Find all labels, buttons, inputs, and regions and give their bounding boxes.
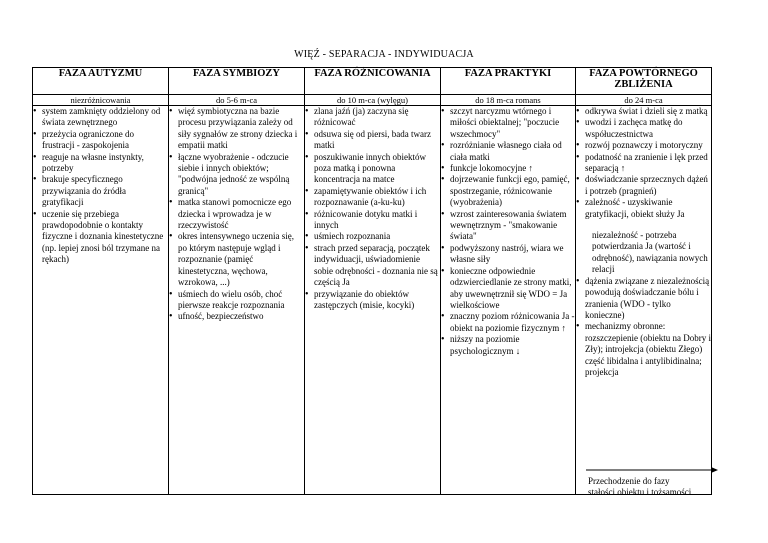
list-item: • uśmiech rozpoznania: [305, 231, 440, 242]
content-symbiosis: [169, 106, 305, 495]
header-row: [33, 68, 712, 95]
content-rapprochement: [576, 106, 712, 495]
list-item: • różnicowanie dotyku matki i innych: [305, 209, 440, 232]
list-item: • podatność na zranienie i lęk przed separacją ↑: [576, 152, 711, 175]
header-symbiosis: FAZA SYMBIOZY: [169, 68, 305, 95]
content-row: [33, 106, 712, 495]
list-item: • wzrost zainteresowania światem wewnętrznym - "smakowanie świata": [441, 209, 575, 243]
list-item: • okres intensywnego uczenia się, po którym następuje wgląd i rozpoznanie (pamięć kinestetyczna, węchowa, wzrokowa, ...): [169, 231, 304, 288]
caption-line-1: Przechodzenie do fazy: [588, 476, 670, 486]
transition-caption: [588, 476, 691, 498]
period-rapprochement: do 24 m-ca: [576, 95, 712, 106]
list-item: • odkrywa świat i dzieli się z matką: [576, 106, 711, 117]
header-practice: FAZA PRAKTYKI: [441, 68, 576, 95]
list-item: • dążenia związane z niezależnością powodują doświadczanie bólu i zranienia (WDO - tylko konieczne): [576, 276, 711, 322]
header-differentiation: FAZA RÓŻNICOWANIA: [305, 68, 441, 95]
period-differentiation: do 10 m-ca (wylęgu): [305, 95, 441, 106]
list-item: • ufność, bezpieczeństwo: [169, 311, 304, 322]
list-item: • strach przed separacją, początek indywiduacji, uświadomienie sobie odrębności - doznania nie są częścią Ja: [305, 243, 440, 289]
list-item: • doświadczanie sprzecznych dążeń i potrzeb (pragnień): [576, 174, 711, 197]
page-title: WIĘŹ - SEPARACJA - INDYWIDUACJA: [294, 49, 474, 60]
content-autism: [33, 106, 169, 495]
list-item: • zależność - uzyskiwanie gratyfikacji, obiekt służy Ja: [576, 197, 711, 220]
list-item: • uczenie się przebiega prawdopodobnie o kontakty fizyczne i doznania kinestetyczne (np. lepiej znosi ból trzymane na rękach): [33, 209, 168, 266]
list-item-continued: niezależność - potrzeba potwierdzania Ja (wartość i odrębność), nawiązania nowych relacji: [592, 230, 708, 275]
list-item: • zapamiętywanie obiektów i ich rozpoznawanie (a-ku-ku): [305, 186, 440, 209]
list-item: • system zamknięty oddzielony od świata zewnętrznego: [33, 106, 168, 129]
list-item: • łączne wyobrażenie - odczucie siebie i innych obiektów; "podwójna jedność ze wspólną granicą": [169, 152, 304, 198]
list-item: • więź symbiotyczna na bazie procesu przywiązania zależy od siły sygnałów ze strony dziecka i empatii matki: [169, 106, 304, 152]
list-item: • funkcje lokomocyjne ↑: [441, 163, 575, 174]
period-autism: niezróżnicowania: [33, 95, 169, 106]
period-practice: do 18 m-ca romans: [441, 95, 576, 106]
list-item: • odsuwa się od piersi, bada twarz matki: [305, 129, 440, 152]
content-practice: [441, 106, 576, 495]
list-item: • uwodzi i zachęca matkę do współuczestnictwa: [576, 117, 711, 140]
list-item: • poszukiwanie innych obiektów poza matką i ponowna koncentracja na matce: [305, 152, 440, 186]
list-item: • przeżycia ograniczone do frustracji - zaspokojenia: [33, 129, 168, 152]
list-item: • konieczne odpowiednie odzwierciedlanie ze strony matki, aby uwewnętrznił się WDO = Ja wielkościowe: [441, 266, 575, 312]
header-autism: FAZA AUTYZMU: [33, 68, 169, 95]
list-item: • dojrzewanie funkcji ego, pamięć, spostrzeganie, różnicowanie (wyobrażenia): [441, 174, 575, 208]
list-item: • niższy na poziomie psychologicznym ↓: [441, 334, 575, 357]
header-rapprochement: FAZA POWTÓRNEGO ZBLIŻENIA: [576, 68, 712, 95]
right-arrow-icon: [586, 466, 718, 474]
content-differentiation: [305, 106, 441, 495]
period-symbiosis: do 5-6 m-ca: [169, 95, 305, 106]
list-item: • przywiązanie do obiektów zastępczych (misie, kocyki): [305, 289, 440, 312]
list-item: • podwyższony nastrój, wiara we własne siły: [441, 243, 575, 266]
list-item: • znaczny poziom różnicowania Ja - obiekt na poziomie fizycznym ↑: [441, 311, 575, 334]
list-item: • matka stanowi pomocnicze ego dziecka i wprowadza je w rzeczywistość: [169, 197, 304, 231]
list-item: • zlana jaźń (ja) zaczyna się różnicować: [305, 106, 440, 129]
list-item: • reaguje na własne instynkty, potrzeby: [33, 152, 168, 175]
list-item: • rozróżnianie własnego ciała od ciała matki: [441, 140, 575, 163]
list-item: • szczyt narcyzmu wtórnego i miłości obiektalnej; "poczucie wszechmocy": [441, 106, 575, 140]
list-item: • uśmiech do wielu osób, choć pierwsze reakcje rozpoznania: [169, 289, 304, 312]
list-item: • brakuje specyficznego przywiązania do źródła gratyfikacji: [33, 174, 168, 208]
phases-table: [32, 67, 712, 495]
list-item: • rozwój poznawczy i motoryczny: [576, 140, 711, 151]
period-row: [33, 95, 712, 106]
caption-line-2: stałości obiektu i tożsamości: [588, 487, 692, 497]
list-item: • mechanizmy obronne: rozszczepienie (obiektu na Dobry i Zły); introjekcja (obiektu Złego) część libidalna i antylibidinalna; projekcja: [576, 321, 711, 378]
